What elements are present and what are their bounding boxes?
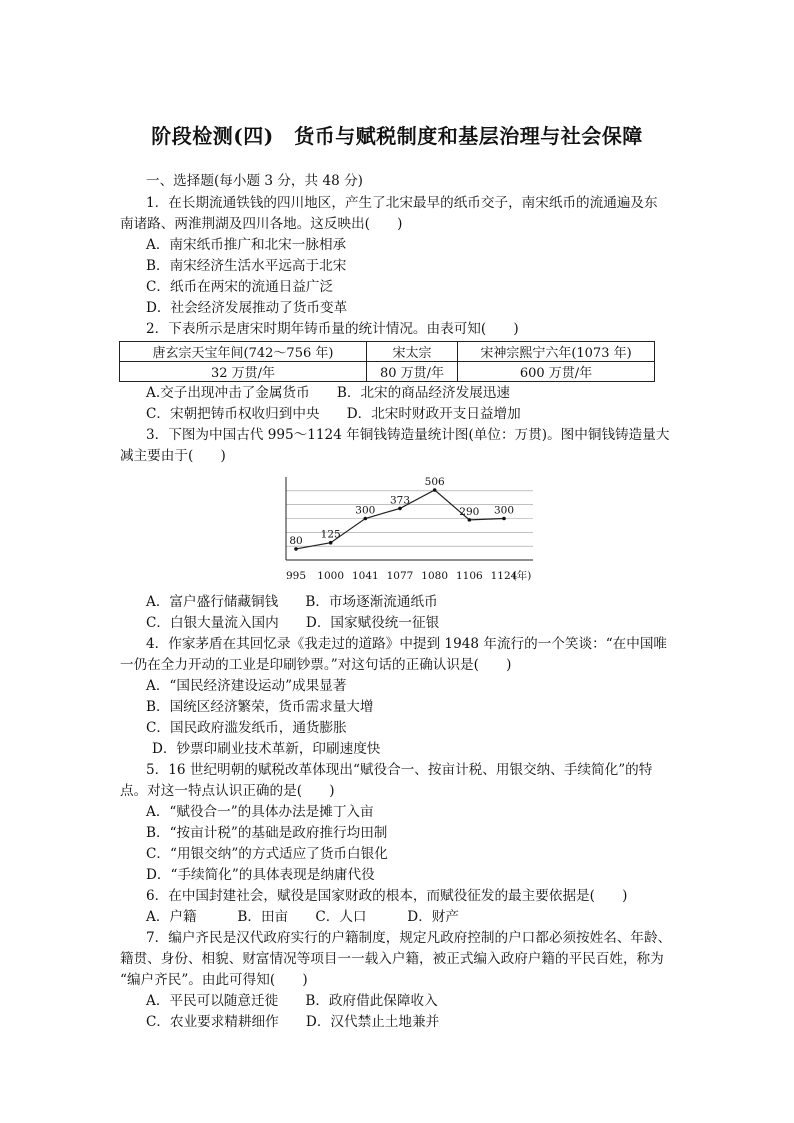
table-cell: 600 万贯/年: [458, 362, 655, 382]
x-tick-label: 1041: [351, 570, 379, 582]
x-tick-label: 1124: [490, 570, 518, 582]
coinage-table: [119, 341, 655, 382]
q5-stem-line1: 5．16 世纪明朝的赋税改革体现出“赋役合一、按亩计税、用银交纳、手续简化”的特: [146, 762, 653, 778]
q7-stem-line1: 7．编户齐民是汉代政府实行的户籍制度，规定凡政府控制的户口都必须按姓名、年龄、: [146, 930, 672, 946]
q1-stem-line1: 1．在长期流通铁钱的四川地区，产生了北宋最早的纸币交子，南宋纸币的流通遍及东: [146, 195, 658, 211]
chart-tick-labels: [286, 569, 531, 582]
q5-option-c: C．“用银交纳”的方式适应了货币白银化: [146, 846, 388, 862]
q5-option-a: A．“赋役合一”的具体办法是摊丁入亩: [146, 804, 374, 820]
data-point: [502, 517, 506, 521]
q4-option-a: A．“国民经济建设运动”成果显著: [146, 678, 347, 694]
data-point: [294, 547, 298, 551]
x-tick-label: 1106: [455, 570, 483, 582]
q5-option-d: D．“手续简化”的具体表现是纳庸代役: [146, 867, 375, 883]
q1-option-b: B．南宋经济生活水平远高于北宋: [146, 258, 347, 274]
table-cell: 32 万贯/年: [120, 362, 367, 382]
data-point: [329, 541, 333, 545]
table-row: [120, 362, 655, 382]
q7-options-cd: C．农业要求精耕细作 D．汉代禁止土地兼并: [146, 1014, 440, 1030]
q1-stem-line2: 南诸路、两淮荆湖及四川各地。这反映出( ): [120, 216, 403, 232]
data-label: 506: [424, 476, 445, 489]
data-label: 290: [459, 505, 480, 518]
copper-coin-line-chart: [278, 472, 548, 587]
table-header-cell: 宋神宗熙宁六年(1073 年): [458, 342, 655, 362]
data-label: 125: [320, 528, 341, 541]
q4-option-c: C．国民政府滥发纸币，通货膨胀: [146, 720, 347, 736]
q6-stem: 6．在中国封建社会，赋役是国家财政的根本，而赋役征发的最主要依据是( ): [146, 888, 628, 904]
q3-stem-line1: 3．下图为中国古代 995～1124 年铜钱铸造量统计图(单位：万贯)。图中铜钱铸造量大: [146, 427, 670, 443]
table-header-row: [120, 342, 655, 362]
table-header-cell: 唐玄宗天宝年间(742～756 年): [120, 342, 367, 362]
q5-stem-line2: 点。对这一特点认识正确的是( ): [120, 783, 335, 799]
x-tick-label: 1080: [421, 570, 449, 582]
chart-data-labels: [289, 476, 514, 547]
q7-stem-line3: “编户齐民”。由此可得知( ): [120, 972, 308, 988]
x-tick-label: 1000: [317, 570, 345, 582]
table-cell: 80 万贯/年: [367, 362, 458, 382]
q4-stem-line1: 4．作家茅盾在其回忆录《我走过的道路》中提到 1948 年流行的一个笑谈：“在中国唯: [146, 636, 668, 652]
q2-options-cd: C．宋朝把铸币权收归到中央 D．北宋时财政开支日益增加: [146, 406, 521, 422]
q4-option-b: B．国统区经济繁荣，货币需求量大增: [146, 699, 374, 715]
q6-options: A．户籍 B．田亩 C．人口 D．财产: [146, 909, 459, 925]
q2-stem: 2．下表所示是唐宋时期年铸币量的统计情况。由表可知( ): [146, 321, 519, 337]
data-label: 373: [389, 494, 411, 507]
q1-option-d: D．社会经济发展推动了货币变革: [146, 300, 348, 316]
q7-stem-line2: 籍贯、身份、相貌、财富情况等项目一一载入户籍，被正式编入政府户籍的平民百姓，称为: [120, 951, 664, 967]
table-header-cell: 宋太宗: [367, 342, 458, 362]
x-tick-label: 995: [285, 570, 307, 582]
section-heading: 一、选择题(每小题 3 分，共 48 分): [146, 173, 363, 189]
q7-options-ab: A．平民可以随意迁徙 B．政府借此保障收入: [146, 993, 438, 1009]
data-point: [433, 488, 437, 492]
data-point: [468, 518, 472, 522]
data-label: 80: [289, 534, 303, 547]
q4-option-d: D．钞票印刷业技术革新，印刷速度快: [152, 741, 381, 757]
page-title: 阶段检测(四) 货币与赋税制度和基层治理与社会保障: [151, 124, 643, 148]
data-point: [398, 507, 402, 511]
data-point: [364, 517, 368, 521]
data-label: 300: [493, 504, 515, 517]
q3-stem-line2: 减主要由于( ): [120, 448, 226, 464]
q3-options-ab: A．富户盛行储藏铜钱 B．市场逐渐流通纸币: [146, 594, 438, 610]
q4-stem-line2: 一仍在全力开动的工业是印刷钞票。”对这句话的正确认识是( ): [120, 657, 512, 673]
x-tick-label: 1077: [386, 570, 414, 582]
q5-option-b: B．“按亩计税”的基础是政府推行均田制: [146, 825, 388, 841]
q3-options-cd: C．白银大量流入国内 D．国家赋役统一征银: [146, 615, 440, 631]
x-axis-unit: (年): [512, 570, 532, 582]
q2-options-ab: A.交子出现冲击了金属货币 B．北宋的商品经济发展迅速: [146, 385, 510, 401]
q1-option-c: C．纸币在两宋的流通日益广泛: [146, 279, 334, 295]
q1-option-a: A．南宋纸币推广和北宋一脉相承: [146, 237, 347, 253]
data-label: 300: [355, 504, 376, 517]
